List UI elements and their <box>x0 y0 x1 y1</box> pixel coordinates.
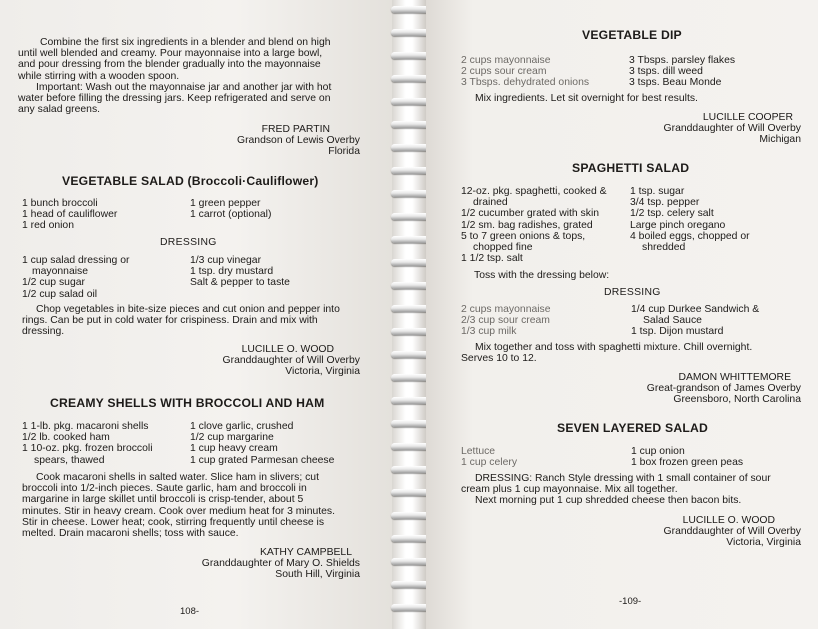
ingredient: 1 tsp. sugar <box>630 186 685 197</box>
ingredient: 2 cups mayonnaise <box>461 304 551 315</box>
ingredient: 1/2 sm. bag radishes, grated <box>461 219 593 231</box>
text-line: Cook macaroni shells in salted water. Slice ham in slivers; cut <box>36 472 319 483</box>
contributor-location: Florida <box>328 146 360 158</box>
text-line: melted. Drain macaroni shells; toss with sauce. <box>22 528 239 540</box>
ingredient: 1 box frozen green peas <box>631 457 744 469</box>
recipe-title: SEVEN LAYERED SALAD <box>557 421 708 435</box>
ingredient-list <box>631 446 743 468</box>
ingredient: 1 head of cauliflower <box>22 209 118 221</box>
binding-coil <box>391 604 429 611</box>
contributor-credit <box>237 124 360 158</box>
contributor-relation: Granddaughter of Will Overby <box>663 526 801 538</box>
binding-coil <box>391 558 429 565</box>
binding-coil <box>391 535 429 542</box>
ingredient: shredded <box>642 242 686 254</box>
text-line: rings. Can be put in cold water for crispiness. Drain and mix with <box>22 315 318 327</box>
ingredient: 2 cups mayonnaise <box>461 55 551 66</box>
text-line: DRESSING: Ranch Style dressing with 1 small container of sour <box>475 473 771 484</box>
ingredient: 1/2 cucumber grated with skin <box>461 208 600 220</box>
ingredient: 3 Tbsps. parsley flakes <box>629 55 736 66</box>
binding-coil <box>391 512 429 519</box>
intro-paragraph <box>18 37 360 82</box>
ingredient: Salad Sauce <box>643 315 702 327</box>
left-page <box>0 0 392 629</box>
text-line: broccoli into 1/2-inch pieces. Saute garlic, ham and broccoli in <box>22 483 307 495</box>
ingredient: 1/2 cup salad oil <box>22 288 98 300</box>
binding-coil <box>391 282 429 289</box>
ingredient: 1 1-lb. pkg. macaroni shells <box>22 421 149 432</box>
ingredient: 1 carrot (optional) <box>190 209 272 221</box>
contributor-credit <box>664 515 801 549</box>
ingredient: Salt & pepper to taste <box>190 277 290 289</box>
contributor-relation: Granddaughter of Will Overby <box>663 123 801 135</box>
ingredient: 3 tsps. Beau Monde <box>629 77 722 89</box>
binding-coil <box>391 213 429 220</box>
ingredient: 1 clove garlic, crushed <box>190 421 294 432</box>
ingredient: 1 10-oz. pkg. frozen broccoli <box>22 443 153 455</box>
recipe-directions <box>461 342 752 364</box>
binding-coil <box>391 259 429 266</box>
text-line: until well blended and creamy. Pour mayonnaise into a large bowl, <box>18 48 323 60</box>
contributor-name: FRED PARTIN <box>261 124 330 135</box>
text-line: Important: Wash out the mayonnaise jar and another jar with hot <box>36 82 332 93</box>
ingredient: 5 to 7 green onions & tops, <box>461 230 586 242</box>
text-line: while stirring with a wooden spoon. <box>18 70 180 82</box>
text-line: dressing. <box>22 326 65 338</box>
page-number: 108- <box>180 606 200 617</box>
contributor-credit <box>647 372 801 406</box>
contributor-location: Michigan <box>759 134 801 146</box>
binding-coil <box>391 167 429 174</box>
ingredient-list <box>22 198 117 232</box>
binding-coil <box>391 351 429 358</box>
contributor-name: LUCILLE COOPER <box>702 112 793 123</box>
ingredient-list <box>630 186 750 253</box>
page-number: -109- <box>619 596 642 607</box>
binding-coil <box>391 121 429 128</box>
text-line: minutes. Stir in heavy cream. Cook over medium heat for 3 minutes. <box>22 505 336 517</box>
contributor-name: KATHY CAMPBELL <box>259 547 352 558</box>
binding-coil <box>391 466 429 473</box>
text-line: Mix together and toss with spaghetti mixture. Chill overnight. <box>475 342 753 353</box>
contributor-credit <box>664 112 801 146</box>
ingredient: 3 tsps. dill weed <box>629 66 703 78</box>
text-line: Chop vegetables in bite-size pieces and cut onion and pepper into <box>36 304 340 315</box>
ingredient: 1/4 cup Durkee Sandwich & <box>631 304 760 315</box>
ingredient: 1 cup celery <box>461 457 518 469</box>
recipe-directions <box>22 304 340 338</box>
contributor-name: LUCILLE O. WOOD <box>682 515 775 526</box>
binding-coil <box>391 443 429 450</box>
ingredient: 1/2 tsp. celery salt <box>630 208 714 220</box>
text-line: Serves 10 to 12. <box>461 353 537 365</box>
dressing-list <box>631 304 759 338</box>
ingredient: drained <box>473 197 508 209</box>
ingredient: mayonnaise <box>32 266 89 278</box>
ingredient: 1 cup heavy cream <box>190 443 278 455</box>
text-line: cream plus 1 cup mayonnaise. Mix all together. <box>461 484 678 496</box>
contributor-relation: Grandson of Lewis Overby <box>236 135 360 147</box>
contributor-relation: Granddaughter of Will Overby <box>222 355 360 367</box>
ingredient: 1 green pepper <box>190 198 261 209</box>
binding-coil <box>391 236 429 243</box>
binding-coil <box>391 305 429 312</box>
text-line: any salad greens. <box>18 104 101 116</box>
binding-coil <box>391 420 429 427</box>
ingredient: 1/2 cup sugar <box>22 277 85 289</box>
text-line: Combine the first six ingredients in a blender and blend on high <box>40 37 331 48</box>
ingredient: 12-oz. pkg. spaghetti, cooked & <box>461 186 607 197</box>
ingredient-list <box>629 55 735 89</box>
dressing-list <box>22 255 129 300</box>
binding-coil <box>391 397 429 404</box>
binding-coil <box>391 144 429 151</box>
ingredient: 1 bunch broccoli <box>22 198 98 209</box>
recipe-title: SPAGHETTI SALAD <box>572 161 690 175</box>
contributor-location: Greensboro, North Carolina <box>673 394 801 406</box>
ingredient: 1 cup grated Parmesan cheese <box>190 454 335 466</box>
ingredient: 3/4 tsp. pepper <box>630 197 700 209</box>
contributor-name: DAMON WHITTEMORE <box>678 372 791 383</box>
dressing-heading: DRESSING <box>604 287 661 298</box>
contributor-relation: Granddaughter of Mary O. Shields <box>201 558 360 570</box>
ingredient: 1/2 cup margarine <box>190 432 274 444</box>
text-line: Mix ingredients. Let sit overnight for best results. <box>475 93 698 104</box>
recipe-directions <box>461 473 771 507</box>
ingredient: 1 cup onion <box>631 446 685 457</box>
ingredient: 1 red onion <box>22 220 74 232</box>
recipe-title: CREAMY SHELLS WITH BROCCOLI AND HAM <box>50 396 325 410</box>
toss-instruction: Toss with the dressing below: <box>474 270 610 281</box>
contributor-relation: Great-grandson of James Overby <box>646 383 801 395</box>
ingredient: 1/3 cup milk <box>461 326 517 338</box>
binding-coil <box>391 374 429 381</box>
binding-coil <box>391 581 429 588</box>
binding-coil <box>391 6 429 13</box>
contributor-name: LUCILLE O. WOOD <box>241 344 334 355</box>
ingredient: 1 tsp. dry mustard <box>190 266 274 278</box>
binding-coil <box>391 98 429 105</box>
ingredient-list <box>190 198 271 220</box>
text-line: Next morning put 1 cup shredded cheese then bacon bits. <box>475 495 742 507</box>
dressing-list <box>461 304 551 338</box>
ingredient: 2/3 cup sour cream <box>461 315 550 327</box>
contributor-location: South Hill, Virginia <box>275 569 360 581</box>
text-line: and pour dressing from the blender gradually into the mayonnaise <box>18 59 321 71</box>
ingredient: spears, thawed <box>34 454 105 466</box>
ingredient: 1 tsp. Dijon mustard <box>631 326 724 338</box>
ingredient: 1/3 cup vinegar <box>190 255 262 266</box>
contributor-location: Victoria, Virginia <box>726 537 801 549</box>
contributor-location: Victoria, Virginia <box>285 366 360 378</box>
binding-coil <box>391 52 429 59</box>
binding-coil <box>391 75 429 82</box>
ingredient: Lettuce <box>461 446 496 457</box>
text-line: margarine in large skillet until broccoli is crisp-tender, about 5 <box>22 494 304 506</box>
ingredient: Large pinch oregano <box>630 219 726 231</box>
ingredient-list <box>461 55 589 89</box>
ingredient: 1 cup salad dressing or <box>22 255 130 266</box>
ingredient: 4 boiled eggs, chopped or <box>630 230 750 242</box>
recipe-title: VEGETABLE DIP <box>582 28 682 42</box>
binding-coil <box>391 489 429 496</box>
ingredient-list <box>190 421 334 466</box>
dressing-list <box>190 255 290 289</box>
ingredient: chopped fine <box>473 242 533 254</box>
ingredient-list <box>22 421 153 466</box>
text-line: water before filling the dressing jars. Keep refrigerated and serve on <box>18 93 331 105</box>
ingredient: 3 Tbsps. dehydrated onions <box>461 77 590 89</box>
ingredient: 1/2 lb. cooked ham <box>22 432 110 444</box>
text-line: Stir in cheese. Lower heat; cook, stirring frequently until cheese is <box>22 516 325 528</box>
recipe-title: VEGETABLE SALAD (Broccoli·Cauliflower) <box>62 174 319 188</box>
binding-coil <box>391 328 429 335</box>
important-note <box>18 82 331 116</box>
binding-coil <box>391 190 429 197</box>
binding-coil <box>391 29 429 36</box>
recipe-directions <box>22 472 335 539</box>
contributor-credit <box>223 344 360 378</box>
ingredient: 2 cups sour cream <box>461 66 547 78</box>
ingredient-list <box>461 186 607 264</box>
recipe-directions <box>475 93 698 104</box>
ingredient-list <box>461 446 517 468</box>
right-page <box>426 0 818 629</box>
contributor-credit <box>202 547 360 581</box>
ingredient: 1 1/2 tsp. salt <box>461 253 523 265</box>
dressing-heading: DRESSING <box>160 237 217 248</box>
